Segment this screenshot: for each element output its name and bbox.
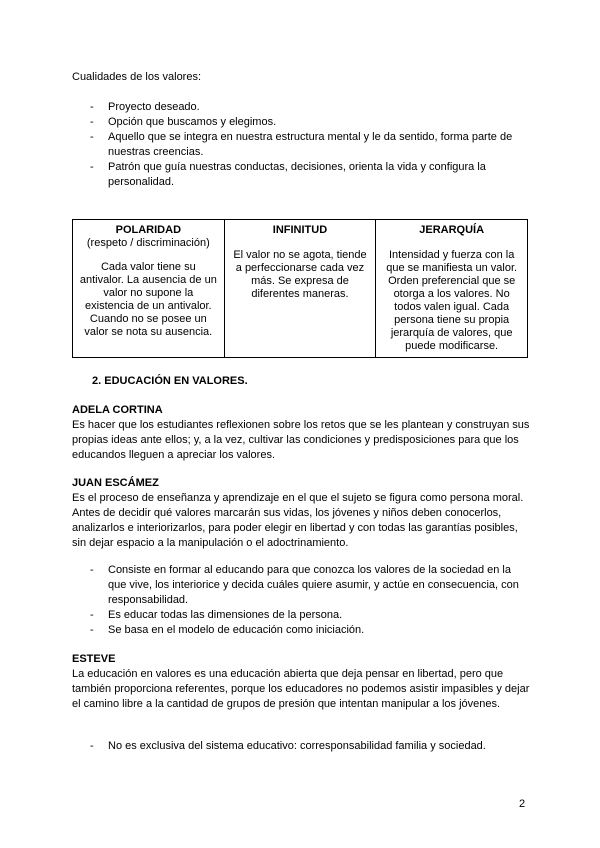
column-subtitle: (respeto / discriminación) <box>86 237 210 249</box>
author-escamez: JUAN ESCÁMEZ <box>72 477 159 489</box>
column-body: Intensidad y fuerza con la que se manifiesta un valor. Orden preferencial que se otorga a los valores. No todos valen igual. Cada persona tiene su propia jerarquía de valores, que puede modificarse. <box>386 249 518 352</box>
list-item: - Proyecto deseado. <box>72 100 522 115</box>
table-row <box>73 220 528 358</box>
paragraph-cortina: Es hacer que los estudiantes reflexionen sobre los retos que se les plantean y construyan sus propias ideas ante ellos; y, a la vez, cultivar las condiciones y predisposiciones para que los educandos lleguen a apreciar los valores. <box>72 419 530 461</box>
paragraph-esteve: La educación en valores es una educación abierta que deja pensar en libertad, pero que también proporciona referentes, porque los educadores no podemos asistir impasibles y dejar el camino libre a la cantidad de grupos de presión que intentan manipular a los jóvenes. <box>72 668 530 710</box>
list-item: - Opción que buscamos y elegimos. <box>72 115 522 130</box>
table-cell-polaridad <box>73 220 225 358</box>
qualities-heading: Cualidades de los valores: <box>72 71 202 83</box>
column-title: INFINITUD <box>272 224 328 236</box>
column-title: POLARIDAD <box>115 224 182 236</box>
list-item: - Aquello que se integra en nuestra estructura mental y le da sentido, forma parte de nuestras creencias. <box>72 130 522 160</box>
list-item: - Es educar todas las dimensiones de la persona. <box>72 608 532 623</box>
column-body: El valor no se agota, tiende a perfeccionarse cada vez más. Se expresa de diferentes maneras. <box>233 249 367 300</box>
list-item: - Se basa en el modelo de educación como iniciación. <box>72 623 532 638</box>
page-number: 2 <box>519 798 526 810</box>
table-cell-infinitud <box>224 220 376 358</box>
list-item: - Patrón que guía nuestras conductas, decisiones, orienta la vida y configura la personalidad. <box>72 160 522 190</box>
values-table <box>72 219 528 358</box>
column-body: Cada valor tiene su antivalor. La ausencia de un valor no supone la existencia de un antivalor. Cuando no se posee un valor se nota su ausencia. <box>79 261 217 338</box>
section-title: 2. EDUCACIÓN EN VALORES. <box>92 375 248 387</box>
author-cortina: ADELA CORTINA <box>72 404 163 416</box>
list-item: - Consiste en formar al educando para que conozca los valores de la sociedad en la que vive, los interiorice y decida cuáles quiere asumir, y actúe en consecuencia, con responsabilidad. <box>72 563 532 608</box>
esteve-list <box>72 739 532 754</box>
paragraph-escamez: Es el proceso de enseñanza y aprendizaje en el que el sujeto se figura como persona moral. Antes de decidir qué valores marcarán sus vidas, los jóvenes y niños deben conocerlos, analizarlos e interiorizarlos, para poder elegir en libertad y con todas las garantías posibles, sin dejar espacio a la manipulación o el adoctrinamiento. <box>72 492 524 549</box>
table-cell-jerarquia <box>376 220 528 358</box>
qualities-list <box>72 100 522 190</box>
column-title: JERARQUÍA <box>419 224 485 236</box>
list-item: - No es exclusiva del sistema educativo: corresponsabilidad familia y sociedad. <box>72 739 532 754</box>
author-esteve: ESTEVE <box>72 653 116 665</box>
escamez-list <box>72 563 532 638</box>
